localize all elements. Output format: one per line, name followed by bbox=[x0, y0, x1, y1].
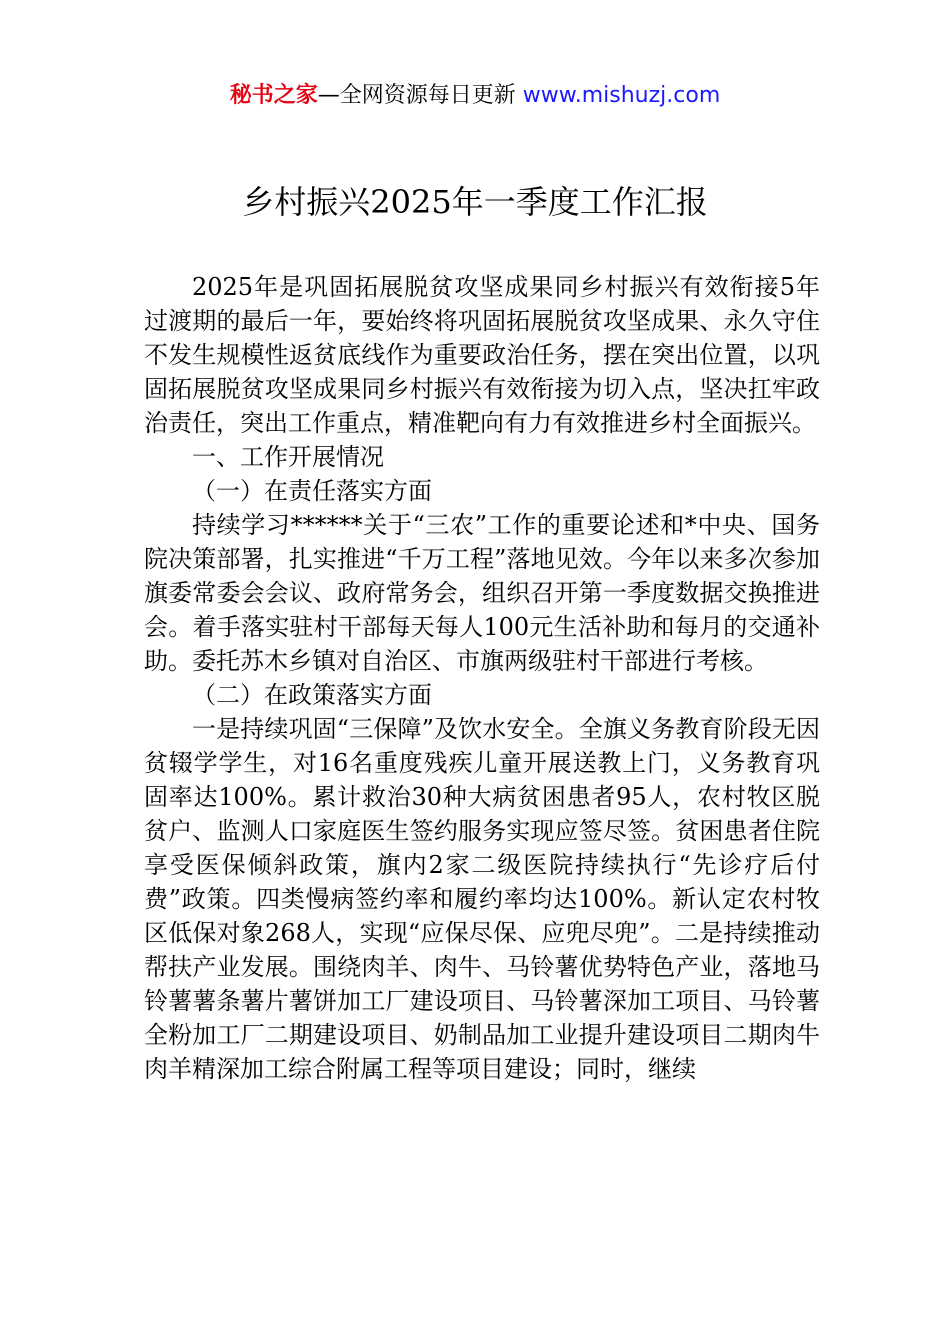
section-heading-work-status: 一、工作开展情况 bbox=[192, 443, 384, 471]
site-url-link[interactable]: www.mishuzj.com bbox=[522, 83, 721, 108]
document-title: 乡村振兴2025年一季度工作汇报 bbox=[242, 183, 708, 221]
site-header bbox=[0, 80, 950, 112]
subsection-heading-policy: （二）在政策落实方面 bbox=[192, 681, 432, 709]
subsection-heading-responsibility: （一）在责任落实方面 bbox=[192, 477, 432, 505]
intro-paragraph: 2025年是巩固拓展脱贫攻坚成果同乡村振兴有效衔接5年过渡期的最后一年，要始终将巩固拓展脱贫攻坚成果、永久守住不发生规模性返贫底线作为重要政治任务，摆在突出位置，以巩固拓展脱贫攻坚成果同乡村振兴有效衔接为切入点，坚决扛牢政治责任，突出工作重点，精准靶向有力有效推进乡村全面振兴。 bbox=[144, 273, 820, 437]
policy-paragraph: 一是持续巩固“三保障”及饮水安全。全旗义务教育阶段无因贫辍学学生，对16名重度残疾儿童开展送教上门，义务教育巩固率达100%。累计救治30种大病贫困患者95人，农村牧区脱贫户、监测人口家庭医生签约服务实现应签尽签。贫困患者住院享受医保倾斜政策，旗内2家二级医院持续执行“先诊疗后付费”政策。四类慢病签约率和履约率均达100%。新认定农村牧区低保对象268人，实现“应保尽保、应兜尽兜”。二是持续推动帮扶产业发展。围绕肉羊、肉牛、马铃薯优势特色产业，落地马铃薯薯条薯片薯饼加工厂建设项目、马铃薯深加工项目、马铃薯全粉加工厂二期建设项目、奶制品加工业提升建设项目二期肉牛肉羊精深加工综合附属工程等项目建设；同时，继续 bbox=[144, 715, 820, 1083]
site-tagline: —全网资源每日更新 bbox=[317, 83, 523, 108]
document-body bbox=[144, 270, 820, 1086]
site-brand: 秘书之家 bbox=[229, 83, 318, 108]
responsibility-paragraph: 持续学习******关于“三农”工作的重要论述和*中央、国务院决策部署，扎实推进“千万工程”落地见效。今年以来多次参加旗委常委会会议、政府常务会，组织召开第一季度数据交换推进会。着手落实驻村干部每天每人100元生活补助和每月的交通补助。委托苏木乡镇对自治区、市旗两级驻村干部进行考核。 bbox=[144, 511, 820, 675]
